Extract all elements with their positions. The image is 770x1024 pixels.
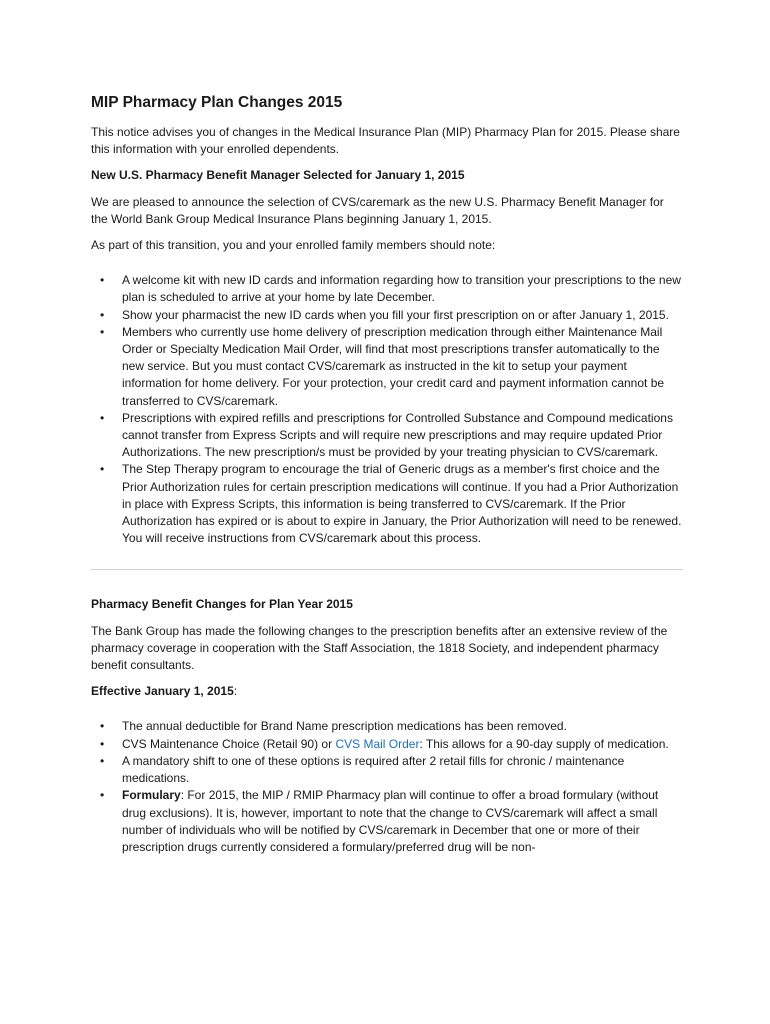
page-title: MIP Pharmacy Plan Changes 2015 bbox=[91, 94, 343, 111]
cvs-mail-order-link[interactable]: CVS Mail Order bbox=[335, 736, 420, 751]
bullet-icon: • bbox=[100, 307, 105, 322]
list-item: • Formulary: For 2015, the MIP / RMIP Pharmacy plan will continue to offer a broad formulary (without drug exclusions). It is, however, important to note that the change to CVS/caremark will affect a small number of individuals who will be notified by CVS/caremark in December that one or more of their prescription drugs currently considered a formulary/preferred drug will be non- bbox=[100, 788, 659, 854]
list-item: • A mandatory shift to one of these options is required after 2 retail fills for chronic / maintenance medications. bbox=[100, 753, 625, 786]
bullet-icon: • bbox=[100, 788, 105, 803]
bullet-icon: • bbox=[100, 273, 105, 288]
bullet-icon: • bbox=[100, 719, 105, 734]
list-item: • A welcome kit with new ID cards and information regarding how to transition your prescriptions to the new plan is scheduled to arrive at your home by late December. bbox=[100, 273, 681, 305]
list-item: • CVS Maintenance Choice (Retail 90) or CVS Mail Order: This allows for a 90-day supply of medication. bbox=[91, 736, 683, 753]
list-item: • Members who currently use home delivery of prescription medication through either Maintenance Mail Order or Specialty Medication Mail Order, will find that most prescriptions transfer automatically to the new service. But you must contact CVS/caremark as instructed in the kit to setup your payment information for home delivery. For your protection, your credit card and payment information cannot be transferred to CVS/caremark. bbox=[100, 324, 665, 408]
transition-notes-list bbox=[91, 272, 683, 547]
bullet-icon: • bbox=[100, 736, 105, 751]
bullet-icon: • bbox=[100, 410, 105, 425]
document-page bbox=[91, 94, 683, 856]
bullet-icon: • bbox=[100, 462, 105, 477]
section1-paragraph-1: We are pleased to announce the selection of CVS/caremark as the new U.S. Pharmacy Benefit Manager for the World Bank Group Medical Insurance Plans beginning January 1, 2015. bbox=[91, 194, 664, 226]
bullet-icon: • bbox=[100, 753, 105, 768]
list-item: • Prescriptions with expired refills and prescriptions for Controlled Substance and Compound medications cannot transfer from Express Scripts and will require new prescriptions and may require updated Prior Authorizations. The new prescription/s must be provided by your treating physician to CVS/caremark. bbox=[100, 410, 673, 460]
formulary-label: Formulary bbox=[122, 788, 181, 803]
effective-date-line: Effective January 1, 2015: bbox=[91, 684, 238, 699]
list-item: • Show your pharmacist the new ID cards when you fill your first prescription on or after January 1, 2015. bbox=[91, 307, 683, 324]
list-item: • The annual deductible for Brand Name prescription medications has been removed. bbox=[91, 718, 683, 735]
list-item: • The Step Therapy program to encourage the trial of Generic drugs as a member's first choice and the Prior Authorization rules for certain prescription medications will continue. If you had a Prior Authorization in place with Express Scripts, this information is being transferred to CVS/caremark. If the Prior Authorization has expired or is about to expire in January, the Prior Authorization will need to be renewed. You will receive instructions from CVS/caremark about this process. bbox=[100, 462, 682, 546]
intro-paragraph: This notice advises you of changes in the Medical Insurance Plan (MIP) Pharmacy Plan for 2015. Please share this information with your enrolled dependents. bbox=[91, 125, 680, 157]
section1-paragraph-2: As part of this transition, you and your enrolled family members should note: bbox=[91, 238, 496, 253]
section-divider bbox=[91, 569, 683, 570]
bullet-icon: • bbox=[100, 324, 105, 339]
effective-date-label: Effective January 1, 2015 bbox=[91, 684, 234, 699]
benefit-changes-list bbox=[91, 718, 683, 856]
section1-heading: New U.S. Pharmacy Benefit Manager Selected for January 1, 2015 bbox=[91, 168, 465, 183]
section2-paragraph: The Bank Group has made the following changes to the prescription benefits after an extensive review of the pharmacy coverage in cooperation with the Staff Association, the 1818 Society, and independent pharmacy benefit consultants. bbox=[91, 623, 668, 673]
section2-heading: Pharmacy Benefit Changes for Plan Year 2015 bbox=[91, 597, 353, 612]
